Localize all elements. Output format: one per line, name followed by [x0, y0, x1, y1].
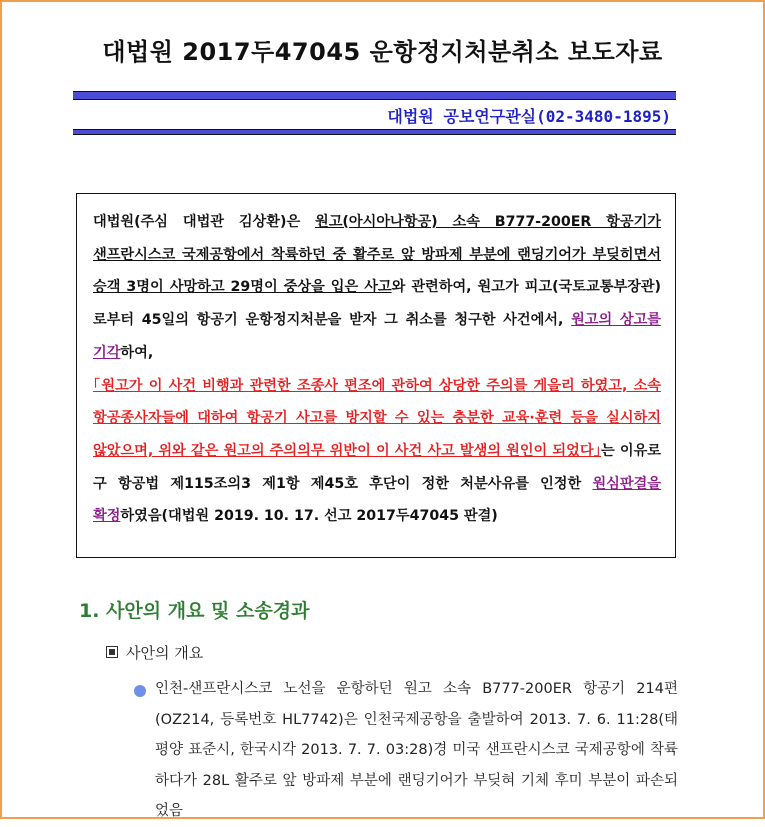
summary-box	[76, 193, 676, 558]
summary-part-3: 와 관련하여, 원고가 피고(국토교통부장관)로부터 45일의 항공기 운항정지처분을 받자 그 취소를 청구한 사건에서,	[93, 279, 661, 329]
summary-part-1: 대법원(주심 대법관 김상환)은	[93, 214, 316, 230]
case-overview-paragraph: 인천-샌프란시스코 노선을 운항하던 원고 소속 B777-200ER 항공기 214편(OZ214, 등록번호 HL7742)은 인천국제공항을 출발하여 2013. 7. 6. 11:28(태평양 표준시, 한국시각 2013. 7. 7. 03:28)경 미국 샌프란시스코 국제공항에 착륙하다가 28L 활주로 앞 방파제 부분에 랜딩기어가 부딪혀 기체 후미 부분이 파손되었음	[155, 681, 678, 819]
summary-reasoning: ｢원고가 이 사건 비행과 관련한 조종사 편조에 관하여 상당한 주의를 게을리 하였고, 소속 항공종사자들에 대하여 항공기 사고를 방지할 수 있는 충분한 교육·훈련 등을 실시하지 않았으며, 위와 같은 원고의 주의의무 위반이 이 사건 사고 발생의 원인이 되었다｣	[93, 377, 661, 459]
title-rule-top	[73, 91, 676, 100]
subsection-title: 사안의 개요	[126, 644, 204, 662]
subsection-heading	[106, 642, 203, 663]
summary-part-5: 하여,	[120, 344, 154, 361]
summary-appeal-dismissed: 원고의 상고를 기각	[93, 312, 661, 361]
summary-text	[93, 206, 661, 533]
document-title: 대법원 2017두47045 운항정지처분취소 보도자료	[102, 38, 663, 66]
square-bullet-icon	[106, 646, 118, 658]
summary-part-7: 는 이유로 구 항공법 제115조의3 제1항 제45호 후단이 정한 처분사유를 인정한	[93, 442, 661, 492]
circle-bullet-icon	[134, 685, 146, 697]
office-contact: 대법원 공보연구관실(02-3480-1895)	[387, 107, 671, 126]
summary-judgment-confirmed: 원심판결을 확정	[93, 475, 661, 525]
summary-accident-description: 원고(아시아나항공) 소속 B777-200ER 항공기가 샌프란시스코 국제공항에서 착륙하던 중 활주로 앞 방파제 부분에 랜딩기어가 부딪히면서 승객 3명이 사망하고 29명이 중상을 입은 사고	[93, 214, 661, 296]
title-rule-bottom	[73, 129, 676, 135]
section-heading: 1. 사안의 개요 및 소송경과	[79, 600, 310, 622]
summary-part-9: 하였음(대법원 2019. 10. 17. 선고 2017두47045 판결)	[120, 508, 498, 525]
